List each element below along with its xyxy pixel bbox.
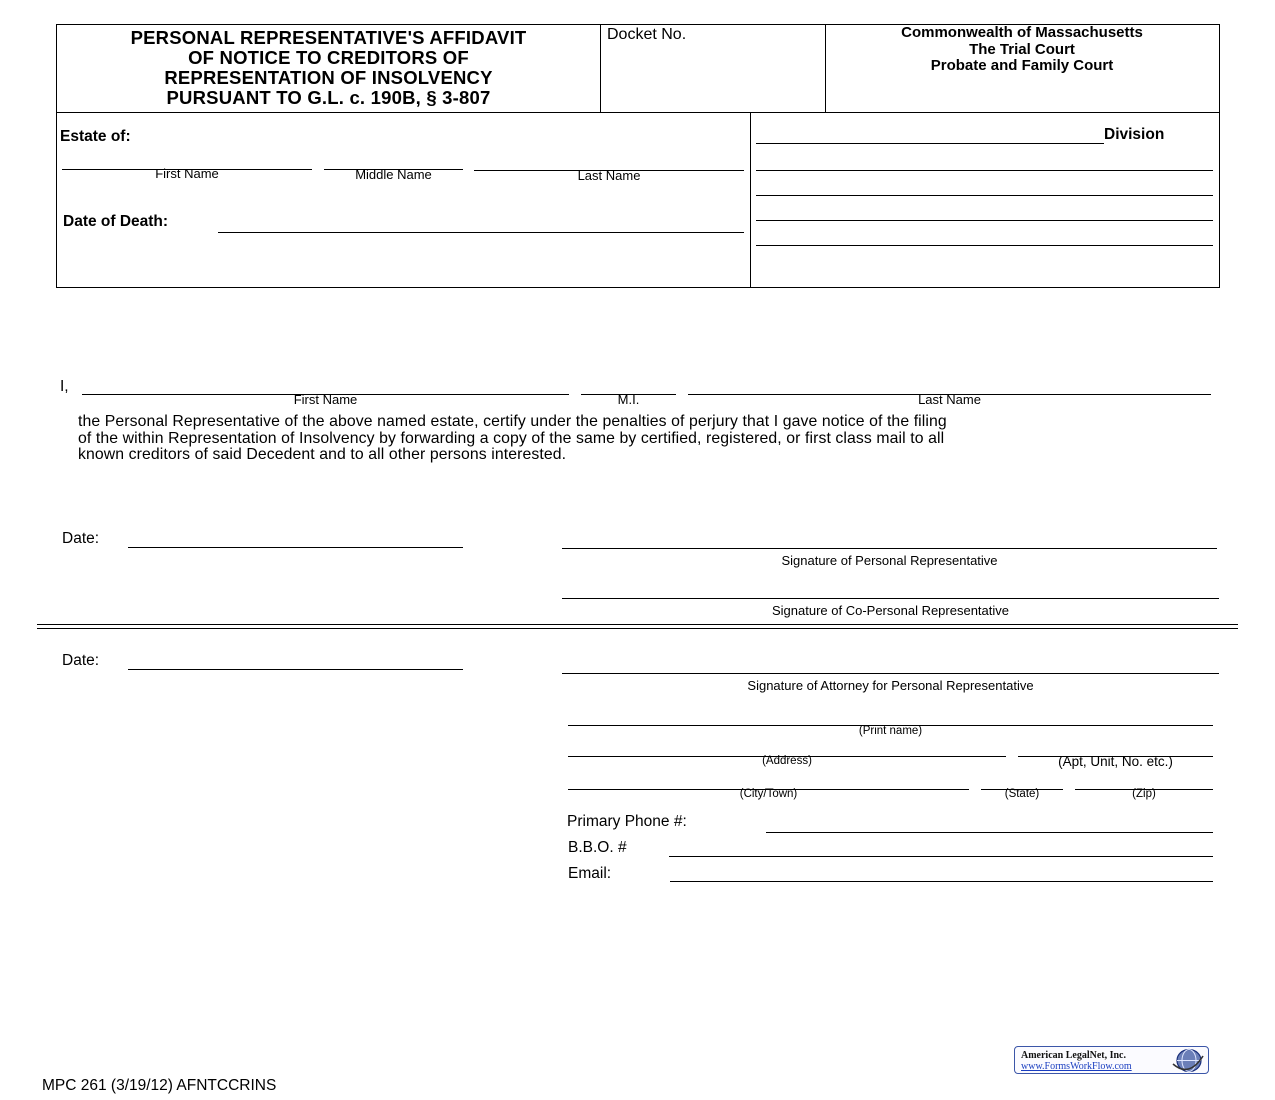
pr-signature-field[interactable] xyxy=(562,548,1217,549)
form-title xyxy=(57,28,600,108)
title-line: PURSUANT TO G.L. c. 190B, § 3-807 xyxy=(166,87,491,108)
division-address-line-2[interactable] xyxy=(756,195,1213,196)
state-caption: (State) xyxy=(1004,788,1040,800)
title-line: REPRESENTATION OF INSOLVENCY xyxy=(164,67,493,88)
affidavit-statement xyxy=(78,414,1218,464)
statement-line: the Personal Representative of the above named estate, certify under the penalties of perjury that I gave notice of the filing xyxy=(78,413,947,430)
division-address-line-4[interactable] xyxy=(756,245,1213,246)
attorney-signature-field[interactable] xyxy=(562,673,1219,674)
print-name-caption: (Print name) xyxy=(858,725,923,737)
date-label-1: Date: xyxy=(62,530,100,547)
title-line: OF NOTICE TO CREDITORS OF xyxy=(188,47,469,68)
date-label-2: Date: xyxy=(62,652,100,669)
date-field-1[interactable] xyxy=(128,547,463,548)
city-caption: (City/Town) xyxy=(739,788,798,800)
court-line: Probate and Family Court xyxy=(930,57,1114,74)
statement-line: known creditors of said Decedent and to all other persons interested. xyxy=(78,446,567,463)
bbo-label: B.B.O. # xyxy=(568,839,627,856)
phone-field[interactable] xyxy=(766,832,1213,833)
american-legalnet-logo[interactable] xyxy=(1014,1046,1209,1074)
co-pr-signature-field[interactable] xyxy=(562,598,1219,599)
division-address-line-1[interactable] xyxy=(756,170,1213,171)
globe-icon xyxy=(1169,1048,1205,1073)
date-of-death-label: Date of Death: xyxy=(63,213,169,230)
section-divider-bottom xyxy=(37,628,1238,629)
estate-middle-name-caption: Middle Name xyxy=(355,167,432,182)
estate-box xyxy=(56,112,1220,288)
date-field-2[interactable] xyxy=(128,669,463,670)
docket-field[interactable] xyxy=(602,48,824,110)
affiant-first-name-caption: First Name xyxy=(293,392,358,407)
section-divider-top xyxy=(37,624,1238,625)
co-pr-signature-caption: Signature of Co-Personal Representative xyxy=(771,603,1010,618)
email-label: Email: xyxy=(568,865,612,882)
estate-label: Estate of: xyxy=(60,128,131,145)
affiant-mi-caption: M.I. xyxy=(617,392,640,407)
zip-caption: (Zip) xyxy=(1132,788,1156,800)
bbo-field[interactable] xyxy=(669,856,1213,857)
email-field[interactable] xyxy=(670,881,1213,882)
division-field[interactable] xyxy=(756,143,1104,144)
title-line: PERSONAL REPRESENTATIVE'S AFFIDAVIT xyxy=(130,27,527,48)
estate-last-name-caption: Last Name xyxy=(577,168,641,183)
court-line: The Trial Court xyxy=(969,40,1075,58)
header-divider-1 xyxy=(600,24,601,113)
estate-divider xyxy=(750,112,751,288)
attorney-signature-caption: Signature of Attorney for Personal Representative xyxy=(747,678,1034,693)
pr-signature-caption: Signature of Personal Representative xyxy=(781,553,998,568)
court-name xyxy=(826,25,1218,75)
form-code: MPC 261 (3/19/12) AFNTCCRINS xyxy=(42,1077,277,1094)
phone-label: Primary Phone #: xyxy=(567,813,687,830)
date-of-death-field[interactable] xyxy=(218,232,744,233)
estate-first-name-caption: First Name xyxy=(155,166,219,181)
affiant-i-label: I, xyxy=(60,378,69,395)
docket-label: Docket No. xyxy=(607,26,687,43)
affiant-last-name-caption: Last Name xyxy=(918,392,981,407)
logo-company: American LegalNet, Inc. xyxy=(1021,1050,1126,1061)
logo-url[interactable]: www.FormsWorkFlow.com xyxy=(1021,1061,1132,1072)
division-label: Division xyxy=(1104,126,1165,143)
apt-caption: (Apt, Unit, No. etc.) xyxy=(1058,754,1173,769)
statement-line: of the within Representation of Insolvency by forwarding a copy of the same by certified, registered, or first class mail to all xyxy=(78,429,945,447)
court-line: Commonwealth of Massachusetts xyxy=(901,24,1143,41)
address-caption: (Address) xyxy=(762,755,812,767)
division-address-line-3[interactable] xyxy=(756,220,1213,221)
